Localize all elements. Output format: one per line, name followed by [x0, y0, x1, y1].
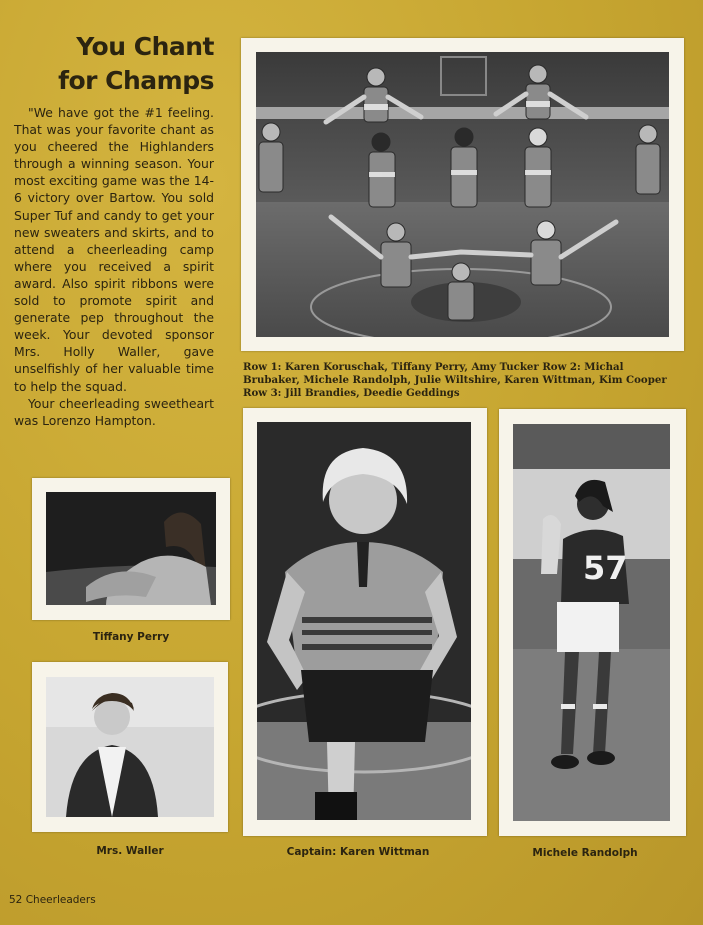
group-photo-frame	[241, 38, 684, 351]
article-paragraph-1: "We have got the #1 feeling. That was your favorite chant as you cheered the Highlanders through a winning season. Your most exciting game was the 14-6 victory over Bartow. You sold Super Tuf and candy to get your new sweaters and skirts, and to attend a cheerleading camp where you received a spirit award. Also spirit ribbons were sold to promote spirit and generate pep throughout the week. Your devoted sponsor Mrs. Holly Waller, gave unselfishly of her valuable time to help the squad.	[14, 105, 214, 394]
waller-caption: Mrs. Waller	[96, 845, 164, 857]
article-paragraph-2: Your cheerleading sweetheart was Lorenzo Hampton.	[14, 395, 214, 428]
svg-text:57: 57	[583, 549, 628, 587]
article-body	[14, 104, 214, 429]
page-title	[20, 30, 214, 98]
waller-photo-frame	[32, 662, 228, 832]
tiffany-photo-frame	[32, 478, 230, 620]
title-line-1: You Chant	[76, 32, 214, 61]
michele-photo	[513, 424, 670, 821]
title-line-2: for Champs	[58, 66, 214, 95]
page-footer	[9, 894, 96, 906]
captain-photo	[257, 422, 471, 820]
tiffany-photo	[46, 492, 216, 605]
captain-photo-frame	[243, 408, 487, 836]
michele-photo-frame	[499, 409, 686, 836]
page-number: 52	[9, 894, 23, 906]
michele-caption: Michele Randolph	[532, 847, 638, 859]
tiffany-caption: Tiffany Perry	[92, 631, 170, 643]
captain-caption: Captain: Karen Wittman	[286, 846, 430, 858]
waller-photo	[46, 677, 214, 817]
group-photo	[256, 52, 669, 337]
group-photo-caption: Row 1: Karen Koruschak, Tiffany Perry, Amy Tucker Row 2: Michal Brubaker, Michele Randolph, Julie Wiltshire, Karen Wittman, Kim Cooper Row 3: Jill Brandies, Deedie Geddings	[243, 361, 667, 399]
section-name: Cheerleaders	[25, 894, 96, 906]
